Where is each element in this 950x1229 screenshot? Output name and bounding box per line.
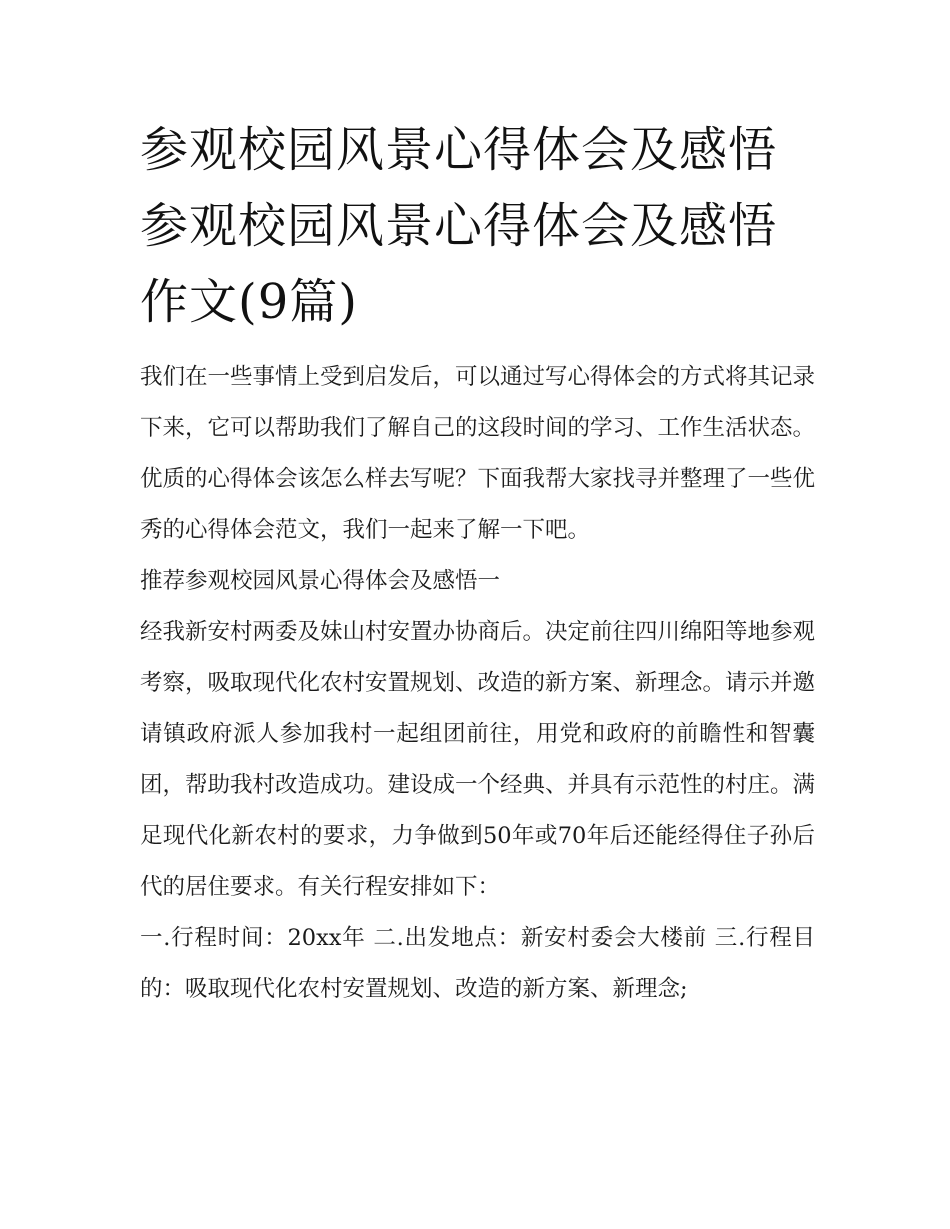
- body-paragraph: 经我新安村两委及妹山村安置办协商后。决定前往四川绵阳等地参观考察，吸取现代化农村安置规划、改造的新方案、新理念。请示并邀请镇政府派人参加我村一起组团前往，用党和政府的前瞻性和智囊团，帮助我村改造成功。建设成一个经典、并具有示范性的村庄。满足现代化新农村的要求，力争做到50年或70年后还能经得住子孙后代的居住要求。有关行程安排如下：: [140, 619, 816, 900]
- document-body: [140, 112, 815, 1015]
- itinerary-paragraph: 一.行程时间：20xx年 二.出发地点：新安村委会大楼前 三.行程目的：吸取现代化农村安置规划、改造的新方案、新理念;: [140, 925, 815, 1002]
- section-heading: 推荐参观校园风景心得体会及感悟一: [140, 568, 501, 594]
- intro-paragraph: 我们在一些事情上受到启发后，可以通过写心得体会的方式将其记录下来，它可以帮助我们了解自己的这段时间的学习、工作生活状态。优质的心得体会该怎么样去写呢？下面我帮大家找寻并整理了一些优秀的心得体会范文，我们一起来了解一下吧。: [140, 364, 816, 543]
- document-title: 参观校园风景心得体会及感悟参观校园风景心得体会及感悟作文(9篇): [140, 122, 778, 330]
